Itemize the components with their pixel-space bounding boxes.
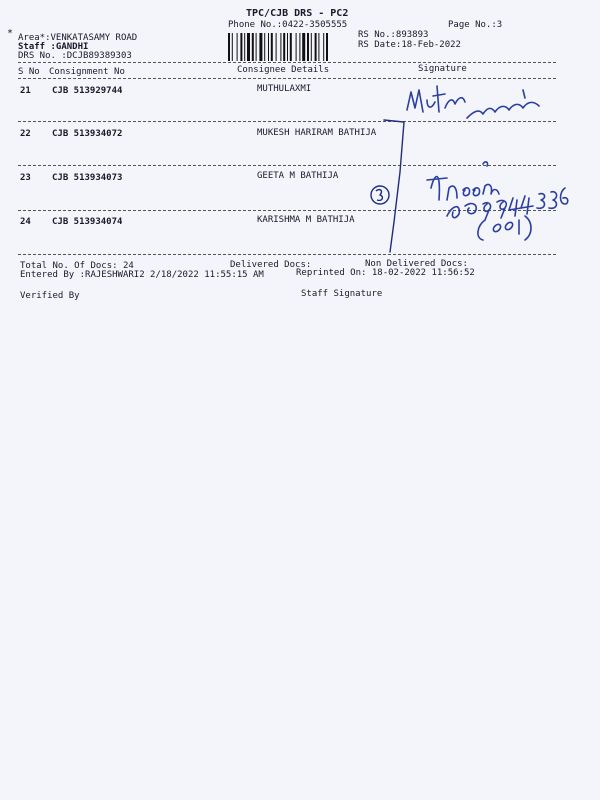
delivered-docs: Delivered Docs: — [230, 260, 312, 270]
header-rule-top — [18, 62, 556, 63]
col-consignment: Consignment No — [49, 67, 125, 77]
row-sno: 22 — [20, 129, 31, 139]
col-sno: S No — [18, 67, 40, 77]
row-consignee: MUTHULAXMI — [257, 84, 312, 94]
circled-mark-icon — [367, 182, 393, 208]
row-consignee: KARISHMA M BATHIJA — [257, 215, 355, 225]
barcode-bar — [323, 33, 324, 61]
barcode-bar — [318, 33, 319, 61]
document-title: TPC/CJB DRS - PC2 — [246, 8, 349, 19]
barcode-bar — [280, 33, 281, 61]
total-docs: Total No. Of Docs: 24 — [20, 261, 134, 271]
rs-date: RS Date:18-Feb-2022 — [358, 40, 461, 50]
row-sno: 23 — [20, 173, 31, 183]
row-consignee: MUKESH HARIRAM BATHIJA — [257, 128, 377, 138]
row-sno: 24 — [20, 217, 31, 227]
barcode-bar — [271, 33, 273, 61]
reprinted-on: Reprinted On: 18-02-2022 11:56:52 — [296, 268, 475, 278]
barcode-bar — [247, 33, 250, 61]
non-delivered-docs: Non Delivered Docs: — [365, 259, 468, 269]
area-label: Area*:VENKATASAMY ROAD — [18, 33, 138, 43]
barcode-bar — [244, 33, 245, 61]
barcode-bar — [307, 33, 309, 61]
barcode-bar — [290, 33, 292, 61]
barcode-bar — [228, 33, 230, 61]
barcode-bar — [276, 33, 277, 61]
drs-number: DRS No. :DCJB89389303 — [18, 51, 132, 61]
row-consignment: CJB 513929744 — [52, 86, 123, 96]
barcode-bar — [264, 33, 265, 61]
verified-by: Verified By — [20, 291, 80, 301]
staff-label: Staff :GANDHI — [18, 42, 89, 52]
row-sno: 21 — [20, 86, 31, 96]
rs-number: RS No.:893893 — [358, 30, 429, 40]
barcode-bar — [302, 33, 305, 61]
star-mark: * — [7, 28, 14, 39]
col-consignee: Consignee Details — [237, 65, 330, 75]
page-number: Page No.:3 — [448, 20, 503, 30]
barcode-bar — [240, 33, 242, 61]
barcode-bar — [283, 33, 285, 61]
barcode-bar — [237, 33, 238, 61]
barcode-bar — [311, 33, 312, 61]
barcode-bar — [287, 33, 288, 61]
barcode-bar — [268, 33, 269, 61]
handwritten-signature-2 — [425, 158, 585, 243]
row-consignment: CJB 513934074 — [52, 217, 123, 227]
entered-by: Entered By :RAJESHWARI2 2/18/2022 11:55:15 AM — [20, 270, 264, 280]
barcode-bar — [259, 33, 262, 61]
barcode-bar — [232, 33, 233, 61]
barcode-bar — [296, 33, 297, 61]
row-divider-last — [18, 254, 556, 255]
row-consignment: CJB 513934073 — [52, 173, 123, 183]
barcode-bar — [256, 33, 257, 61]
row-consignee: GEETA M BATHIJA — [257, 171, 339, 181]
col-signature: Signature — [418, 64, 467, 74]
barcode-bar — [252, 33, 254, 61]
staff-signature: Staff Signature — [301, 289, 383, 299]
barcode-bar — [326, 33, 328, 61]
barcode — [228, 33, 352, 61]
barcode-bar — [315, 33, 317, 61]
row-consignment: CJB 513934072 — [52, 129, 123, 139]
barcode-bar — [299, 33, 300, 61]
handwritten-signature-1 — [395, 78, 565, 138]
phone-number: Phone No.:0422-3505555 — [228, 20, 348, 30]
